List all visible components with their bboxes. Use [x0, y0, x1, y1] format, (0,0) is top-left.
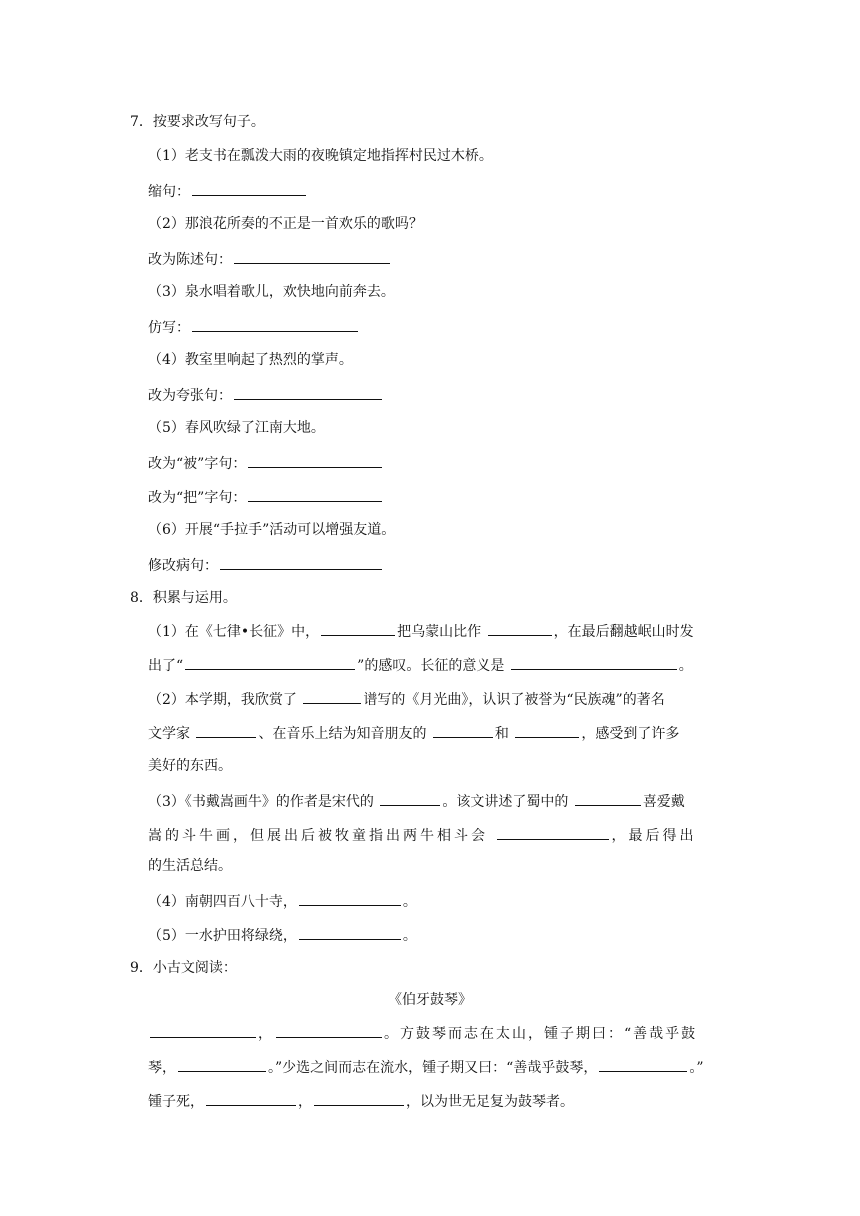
answer-blank[interactable] [497, 824, 609, 840]
answer-blank[interactable] [314, 1090, 404, 1106]
answer-label: 改为“把”字句： [148, 490, 247, 506]
answer-blank[interactable] [206, 1090, 296, 1106]
text: （1）在《七律•长征》中， [148, 624, 320, 640]
text: 谱写的《月光曲》，认识了被誉为“民族魂”的著名 [363, 692, 665, 708]
text: ，感受到了许多 [581, 726, 680, 742]
q7-item-5: （5）春风吹绿了江南大地。 [148, 420, 325, 436]
answer-blank[interactable] [380, 790, 440, 806]
q8-item-3-line1 [148, 790, 685, 812]
question-7-title: 7．按要求改写句子。 [130, 114, 265, 130]
text: （2）本学期，我欣赏了 [148, 692, 297, 708]
q8-item-1-line1 [148, 620, 694, 642]
text: ，最后得出 [611, 828, 697, 844]
text: 、在音乐上结为知音朋友的 [258, 726, 427, 742]
q7-item-1: （1）老支书在瓢泼大雨的夜晚镇定地指挥村民过木桥。 [148, 148, 493, 164]
q7-answer-1 [148, 180, 308, 202]
answer-blank[interactable] [575, 790, 641, 806]
q7-answer-3 [148, 316, 360, 338]
q7-answer-5b [148, 486, 384, 508]
poem-line-2 [148, 1056, 704, 1078]
answer-blank[interactable] [150, 1022, 256, 1038]
answer-blank[interactable] [599, 1056, 687, 1072]
answer-blank[interactable] [321, 620, 395, 636]
text: ，以为世无足复为鼓琴者。 [406, 1094, 574, 1110]
text: 。” [689, 1060, 704, 1076]
poem-line-1 [148, 1022, 697, 1044]
text: 。 [402, 928, 417, 944]
answer-blank[interactable] [515, 722, 579, 738]
text: （4）南朝四百八十寺， [148, 894, 297, 910]
text: ， [298, 1094, 312, 1110]
answer-blank[interactable] [276, 1022, 382, 1038]
text: 文学家 [148, 726, 190, 742]
q7-item-4: （4）教室里响起了热烈的掌声。 [148, 352, 353, 368]
q7-answer-5a [148, 452, 384, 474]
answer-blank[interactable] [234, 248, 390, 264]
answer-label: 改为夸张句： [148, 388, 232, 404]
text: ，在最后翻越岷山时发 [553, 624, 694, 640]
poem-line-3 [148, 1090, 574, 1112]
q8-item-2-line2 [148, 722, 679, 744]
text: （3）《书戴嵩画牛》的作者是宋代的 [148, 794, 374, 810]
answer-blank[interactable] [192, 180, 306, 196]
q8-item-2-line1 [148, 688, 665, 710]
text: 。 [678, 658, 693, 674]
answer-label: 改为“被”字句： [148, 456, 247, 472]
answer-blank[interactable] [234, 384, 382, 400]
q8-item-3-line2 [148, 824, 696, 846]
answer-blank[interactable] [192, 316, 358, 332]
answer-blank[interactable] [185, 654, 355, 670]
answer-blank[interactable] [220, 554, 382, 570]
q7-answer-6 [148, 554, 384, 576]
text: 喜爱戴 [642, 794, 685, 810]
q8-item-2-line3: 美好的东西。 [148, 758, 232, 774]
text: ， [258, 1026, 274, 1042]
q8-item-5 [148, 924, 417, 946]
text: 。 [402, 894, 417, 910]
text: 出了“ [148, 658, 184, 674]
answer-blank[interactable] [196, 722, 256, 738]
q7-answer-2 [148, 248, 392, 270]
answer-blank[interactable] [299, 924, 401, 940]
text: ”的感叹。长征的意义是 [357, 658, 505, 674]
answer-blank[interactable] [248, 452, 382, 468]
text: 和 [494, 726, 509, 742]
text: 嵩的斗牛画，但展出后被牧童指出两牛相斗会 [148, 828, 488, 844]
answer-blank[interactable] [488, 620, 552, 636]
text: 。方鼓琴而志在太山，锺子期曰：“善哉乎鼓 [384, 1026, 698, 1042]
answer-blank[interactable] [178, 1056, 266, 1072]
q7-item-6: （6）开展“手拉手”活动可以增强友道。 [148, 522, 396, 538]
answer-label: 仿写： [148, 320, 190, 336]
answer-label: 修改病句： [148, 558, 218, 574]
q8-item-4 [148, 890, 417, 912]
q8-item-3-line3: 的生活总结。 [148, 858, 232, 874]
q7-answer-4 [148, 384, 384, 406]
text: （5）一水护田将绿绕， [148, 928, 297, 944]
question-9-title: 9．小古文阅读： [130, 960, 237, 976]
text: 。该文讲述了蜀中的 [442, 794, 569, 810]
q7-item-2: （2）那浪花所奏的不正是一首欢乐的歌吗？ [148, 216, 423, 232]
q7-item-3: （3）泉水唱着歌儿，欢快地向前奔去。 [148, 284, 395, 300]
q8-item-1-line2 [148, 654, 693, 676]
answer-label: 改为陈述句： [148, 252, 232, 268]
answer-blank[interactable] [433, 722, 493, 738]
answer-blank[interactable] [299, 890, 401, 906]
text: 。”少选之间而志在流水，锺子期又曰：“善哉乎鼓琴， [268, 1060, 598, 1076]
question-8-title: 8．积累与运用。 [130, 590, 237, 606]
answer-blank[interactable] [303, 688, 361, 704]
text: 把乌蒙山比作 [397, 624, 482, 640]
answer-label: 缩句： [148, 184, 190, 200]
text: 锺子死， [148, 1094, 204, 1110]
answer-blank[interactable] [248, 486, 382, 502]
text: 琴， [148, 1060, 176, 1076]
poem-title: 《伯牙鼓琴》 [388, 992, 472, 1008]
answer-blank[interactable] [511, 654, 677, 670]
